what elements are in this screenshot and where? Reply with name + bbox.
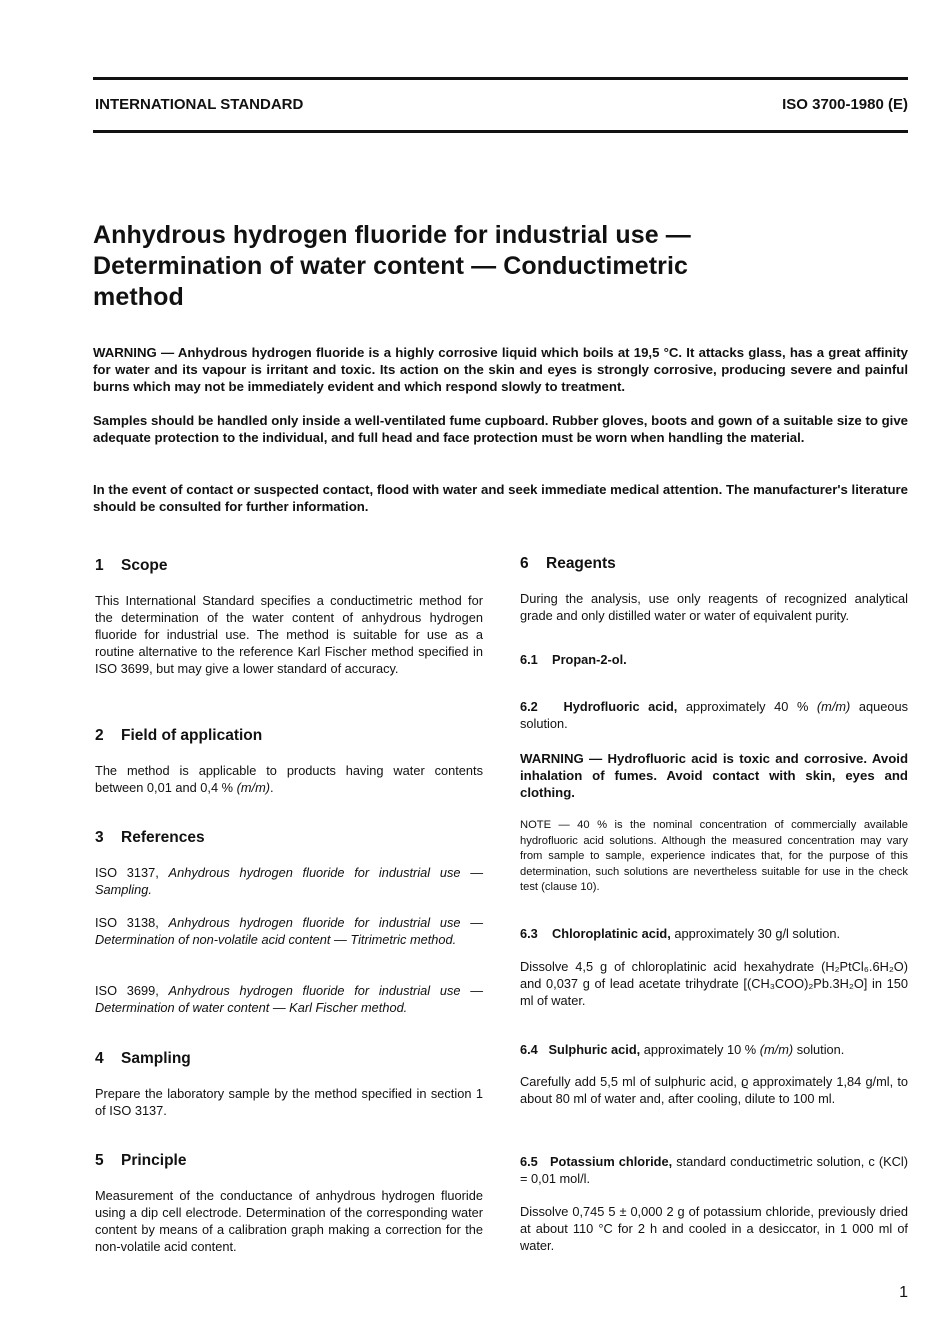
reagent-6-4-body: Carefully add 5,5 ml of sulphuric acid, ϱ approximately 1,84 g/ml, to about 80 ml of water and, after cooling, dilute to 100 ml.	[520, 1074, 908, 1106]
right-column	[520, 0, 908, 1342]
warning-paragraph-1: WARNING — Anhydrous hydrogen fluoride is a highly corrosive liquid which boils at 19,5 °C. It attacks glass, has a great affinity for water and its vapour is irritant and toxic. Its action on the skin and eyes is strongly corrosive, producing severe and painful burns which may not be immediately evident and which respond slowly to treatment.	[93, 345, 908, 394]
title-line-1: Anhydrous hydrogen fluoride for industrial use —	[93, 221, 691, 249]
section-4-text: Prepare the laboratory sample by the method specified in section 1 of ISO 3137.	[95, 1086, 483, 1118]
section-2-heading: 2 Field of application	[95, 727, 263, 744]
reagent-6-1: 6.1 Propan-2-ol.	[520, 652, 627, 667]
reagent-6-4: 6.4 Sulphuric acid, approximately 10 % (m/m) solution.	[520, 1042, 845, 1057]
reagent-6-5-body: Dissolve 0,745 5 ± 0,000 2 g of potassium chloride, previously dried at about 110 °C for 2 h and cooled in a desiccator, in 1 000 ml of water.	[520, 1204, 908, 1253]
section-4-heading: 4 Sampling	[95, 1050, 191, 1067]
section-2-text: The method is applicable to products having water contents between 0,01 and 0,4 % (m/m).	[95, 763, 483, 795]
section-3-heading: 3 References	[95, 829, 205, 846]
warning-paragraph-2: Samples should be handled only inside a well-ventilated fume cupboard. Rubber gloves, boots and gown of a suitable size to give adequate protection to the individual, and full head and face protection must be worn when handling the material.	[93, 413, 908, 445]
section-5-heading: 5 Principle	[95, 1152, 187, 1169]
title-line-3: method	[93, 283, 184, 311]
reagent-6-3: 6.3 Chloroplatinic acid, approximately 30 g/l solution.	[520, 926, 841, 941]
section-6-intro: During the analysis, use only reagents of recognized analytical grade and only distilled water or water of equivalent purity.	[520, 591, 908, 623]
title-line-2: Determination of water content — Conductimetric	[93, 252, 689, 280]
reference-iso-3137: ISO 3137, Anhydrous hydrogen fluoride for industrial use — Sampling.	[95, 865, 484, 897]
standard-type: INTERNATIONAL STANDARD	[95, 96, 304, 113]
section-6-heading: 6 Reagents	[520, 555, 616, 572]
reference-iso-3138: ISO 3138, Anhydrous hydrogen fluoride for industrial use — Determination of non-volatile acid content — Titrimetric method.	[95, 915, 484, 947]
section-5-text: Measurement of the conductance of anhydrous hydrogen fluoride using a dip cell electrode. Determination of the corresponding water content by means of a calibration graph making a correction for the non-volatile acid content.	[95, 1188, 483, 1254]
reagent-6-2-note: NOTE — 40 % is the nominal concentration of commercially available hydrofluoric acid solutions. Although the measured concentration may vary from sample to sample, experience indicates that, for the purpose of this determination, such solutions are nevertheless suitable for use in the check test (clause 10).	[520, 819, 908, 893]
page-number: 1	[899, 1284, 908, 1301]
reagent-6-2: 6.2 Hydrofluoric acid, approximately 40 % (m/m) aqueous solution.	[520, 699, 908, 731]
warning-paragraph-3: In the event of contact or suspected contact, flood with water and seek immediate medical attention. The manufacturer's literature should be consulted for further information.	[93, 482, 908, 514]
section-1-text: This International Standard specifies a conductimetric method for the determination of the water content of anhydrous hydrogen fluoride for industrial use. The method is suitable for use as a routine alternative to the reference Karl Fischer method specified in ISO 3699, but may give a lower standard of accuracy.	[95, 593, 483, 676]
reagent-6-2-warning: WARNING — Hydrofluoric acid is toxic and corrosive. Avoid inhalation of fumes. Avoid contact with skin, eyes and clothing.	[520, 751, 908, 800]
section-1-heading: 1 Scope	[95, 557, 168, 574]
reagent-6-3-body: Dissolve 4,5 g of chloroplatinic acid hexahydrate (H₂PtCl₆.6H₂O) and 0,037 g of lead acetate trihydrate [(CH₃COO)₂Pb.3H₂O] in 150 ml of water.	[520, 959, 908, 1008]
left-column	[95, 0, 483, 1342]
reference-iso-3699: ISO 3699, Anhydrous hydrogen fluoride for industrial use — Determination of water content — Karl Fischer method.	[95, 983, 484, 1015]
reagent-6-5: 6.5 Potassium chloride, standard conductimetric solution, c (KCl) = 0,01 mol/l.	[520, 1154, 908, 1186]
standard-number: ISO 3700-1980 (E)	[782, 96, 908, 113]
